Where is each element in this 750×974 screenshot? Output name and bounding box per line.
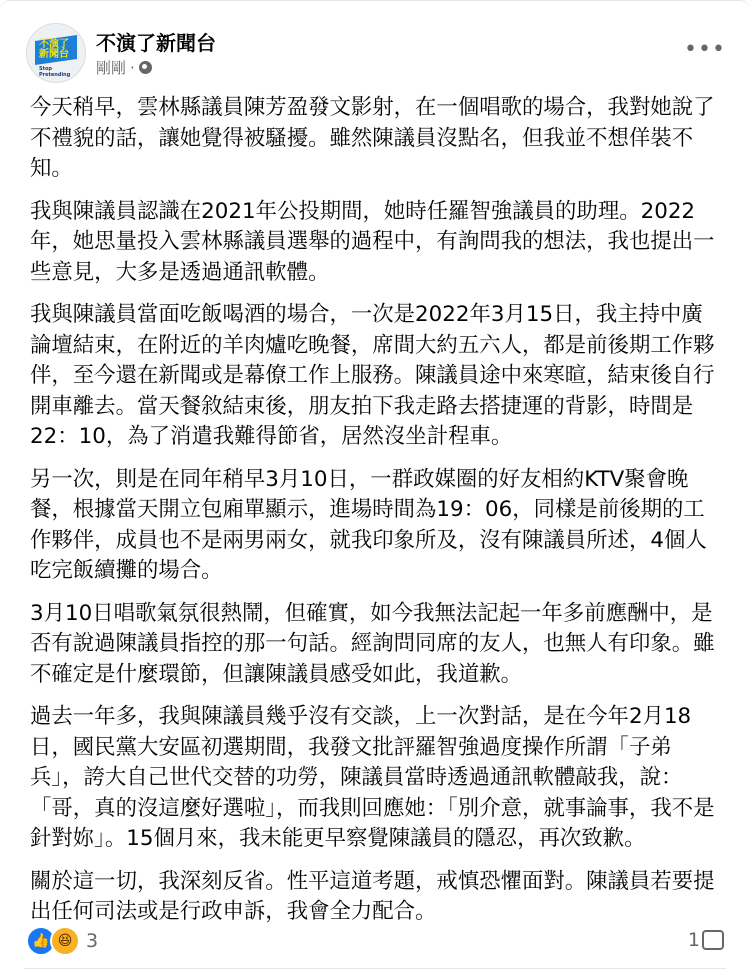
like-reaction-icon: 👍 (26, 926, 56, 956)
page-avatar[interactable] (26, 23, 86, 83)
globe-icon[interactable] (139, 61, 152, 74)
avatar-logo-subtext: Stop Pretending (39, 66, 71, 78)
reaction-count[interactable]: 3 (86, 930, 99, 952)
post-paragraph: 另一次，則是在同年稍早3月10日，一群政媒圈的好友相約KTV聚會晚餐，根據當天開立包廂單顯示，進場時間為19：06，同樣是前後期的工作夥伴，成員也不是兩男兩女，就我印象所及，沒有陳議員所述，4個人吃完飯續攤的場合。 (30, 466, 707, 583)
comments-count-button[interactable] (688, 929, 724, 951)
post-body (30, 93, 724, 940)
more-options-icon[interactable]: ••• (684, 37, 726, 62)
reactions-summary[interactable] (26, 926, 98, 956)
timestamp[interactable]: 剛剛 (96, 59, 127, 77)
post-paragraph: 今天稍早，雲林縣議員陳芳盈發文影射，在一個唱歌的場合，我對她說了不禮貌的話，讓她覺得被騷擾。雖然陳議員沒點名，但我並不想佯裝不知。 (30, 95, 715, 181)
post-paragraph: 我與陳議員當面吃飯喝酒的場合，一次是2022年3月15日，我主持中廣論壇結束，在附近的羊肉爐吃晚餐，席間大約五六人，都是前後期工作夥伴，至今還在新聞或是幕僚工作上服務。陳議員途中來寒暄，結束後自行開車離去。當天餐敘結束後，朋友拍下我走路去搭捷運的背影，時間是22：10，為了消遣我難得節省，居然沒坐計程車。 (30, 302, 715, 449)
comment-count: 1 (687, 929, 700, 951)
avatar-logo-text: 不演了新聞台 (39, 39, 69, 60)
post-paragraph: 關於這一切，我深刻反省。性平這道考題，戒慎恐懼面對。陳議員若要提出任何司法或是行政申訴，我會全力配合。 (30, 868, 715, 924)
post-paragraph: 過去一年多，我與陳議員幾乎沒有交談，上一次對話，是在今年2月18日，國民黨大安區初選期間，我發文批評羅智強過度操作所謂「子弟兵」，誇大自己世代交替的功勞，陳議員當時透過通訊軟體敲我，說：「哥，真的沒這麼好選啦」，而我則回應她：「別介意，就事論事，我不是針對妳」。15個月來，我未能更早察覺陳議員的隱忍，再次致歉。 (30, 704, 715, 851)
post-paragraph: 我與陳議員認識在2021年公投期間，她時任羅智強議員的助理。2022年，她思量投入雲林縣議員選舉的過程中，有詢問我的想法，我也提出一些意見，大多是透過通訊軟體。 (30, 198, 715, 285)
comment-icon (702, 930, 724, 950)
post-paragraph: 3月10日唱歌氣氛很熱鬧，但確實，如今我無法記起一年多前應酬中，是否有說過陳議員指控的那一句話。經詢問同席的友人，也無人有印象。雖不確定是什麼環節，但讓陳議員感受如此，我道歉。 (30, 600, 715, 687)
haha-reaction-icon: 😆 (50, 926, 80, 956)
divider (24, 968, 726, 969)
page-name[interactable]: 不演了新聞台 (96, 31, 216, 55)
post-meta (96, 57, 152, 78)
separator: · (130, 58, 135, 77)
